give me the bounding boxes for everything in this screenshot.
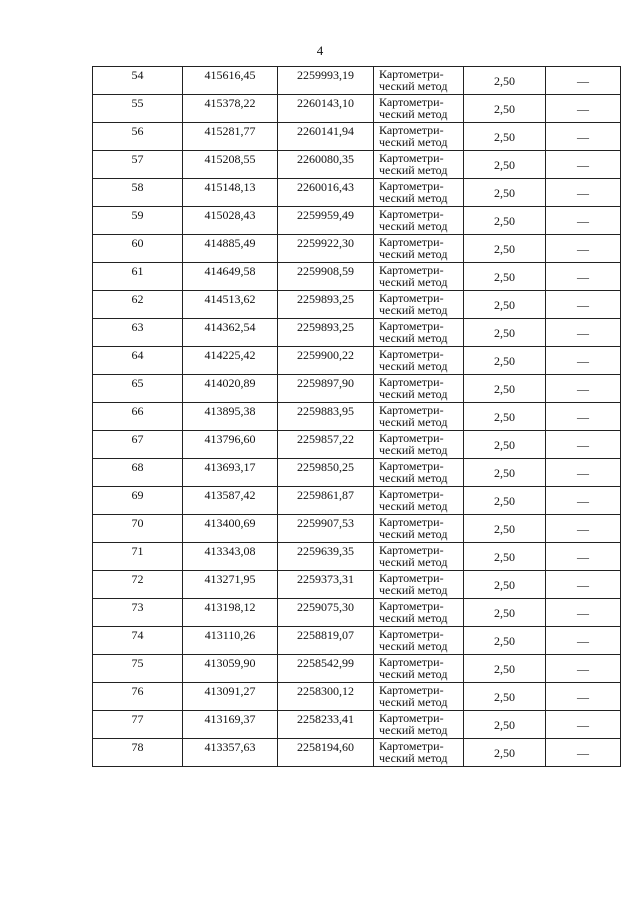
method-line-1: Картометри- — [379, 123, 444, 137]
coordinate-y-cell: 2260016,43 — [278, 179, 374, 207]
table-row — [93, 711, 621, 739]
accuracy-cell: 2,50 — [464, 291, 546, 319]
point-number-cell: 72 — [93, 571, 183, 599]
accuracy-cell: 2,50 — [464, 739, 546, 767]
method-cell — [374, 67, 464, 95]
note-cell: — — [546, 95, 621, 123]
method-line-2: ческий метод — [379, 695, 448, 709]
method-line-1: Картометри- — [379, 431, 444, 445]
method-line-2: ческий метод — [379, 415, 448, 429]
note-cell: — — [546, 67, 621, 95]
coordinate-y-cell: 2259907,53 — [278, 515, 374, 543]
accuracy-cell: 2,50 — [464, 179, 546, 207]
table-row — [93, 459, 621, 487]
coordinate-x-cell: 414885,49 — [183, 235, 278, 263]
method-line-1: Картометри- — [379, 319, 444, 333]
method-line-1: Картометри- — [379, 347, 444, 361]
note-cell: — — [546, 739, 621, 767]
method-line-2: ческий метод — [379, 611, 448, 625]
coordinate-y-cell: 2258819,07 — [278, 627, 374, 655]
method-cell — [374, 95, 464, 123]
accuracy-cell: 2,50 — [464, 487, 546, 515]
coordinate-y-cell: 2259639,35 — [278, 543, 374, 571]
accuracy-cell: 2,50 — [464, 67, 546, 95]
method-cell — [374, 431, 464, 459]
coordinate-x-cell: 413198,12 — [183, 599, 278, 627]
coordinate-y-cell: 2260141,94 — [278, 123, 374, 151]
coordinate-x-cell: 413169,37 — [183, 711, 278, 739]
table-row — [93, 599, 621, 627]
note-cell: — — [546, 235, 621, 263]
point-number-cell: 61 — [93, 263, 183, 291]
point-number-cell: 69 — [93, 487, 183, 515]
page-number: 4 — [316, 43, 324, 58]
coordinate-y-cell: 2258300,12 — [278, 683, 374, 711]
method-line-1: Картометри- — [379, 571, 444, 585]
coordinate-x-cell: 415281,77 — [183, 123, 278, 151]
note-cell: — — [546, 151, 621, 179]
note-cell: — — [546, 319, 621, 347]
note-cell: — — [546, 711, 621, 739]
method-line-1: Картометри- — [379, 487, 444, 501]
coordinate-x-cell: 415028,43 — [183, 207, 278, 235]
point-number-cell: 58 — [93, 179, 183, 207]
table-row — [93, 487, 621, 515]
coordinate-y-cell: 2258233,41 — [278, 711, 374, 739]
coordinate-y-cell: 2259900,22 — [278, 347, 374, 375]
method-cell — [374, 319, 464, 347]
point-number-cell: 57 — [93, 151, 183, 179]
table-row — [93, 515, 621, 543]
table-row — [93, 655, 621, 683]
method-line-2: ческий метод — [379, 135, 448, 149]
coordinate-x-cell: 413796,60 — [183, 431, 278, 459]
method-cell — [374, 711, 464, 739]
method-cell — [374, 683, 464, 711]
method-line-2: ческий метод — [379, 303, 448, 317]
method-cell — [374, 599, 464, 627]
method-line-1: Картометри- — [379, 67, 444, 81]
point-number-cell: 66 — [93, 403, 183, 431]
coordinate-y-cell: 2258194,60 — [278, 739, 374, 767]
method-cell — [374, 571, 464, 599]
table-row — [93, 319, 621, 347]
point-number-cell: 64 — [93, 347, 183, 375]
table-row — [93, 627, 621, 655]
method-line-2: ческий метод — [379, 639, 448, 653]
method-line-2: ческий метод — [379, 667, 448, 681]
coordinate-x-cell: 415378,22 — [183, 95, 278, 123]
point-number-cell: 70 — [93, 515, 183, 543]
point-number-cell: 71 — [93, 543, 183, 571]
note-cell: — — [546, 403, 621, 431]
point-number-cell: 75 — [93, 655, 183, 683]
table-row — [93, 543, 621, 571]
accuracy-cell: 2,50 — [464, 151, 546, 179]
method-cell — [374, 179, 464, 207]
method-cell — [374, 487, 464, 515]
method-line-2: ческий метод — [379, 79, 448, 93]
coordinate-y-cell: 2259883,95 — [278, 403, 374, 431]
method-cell — [374, 515, 464, 543]
method-line-2: ческий метод — [379, 275, 448, 289]
note-cell: — — [546, 263, 621, 291]
note-cell: — — [546, 207, 621, 235]
point-number-cell: 59 — [93, 207, 183, 235]
table-row — [93, 179, 621, 207]
coordinate-y-cell: 2259373,31 — [278, 571, 374, 599]
coordinate-y-cell: 2259893,25 — [278, 291, 374, 319]
table-row — [93, 235, 621, 263]
method-cell — [374, 459, 464, 487]
note-cell: — — [546, 571, 621, 599]
method-line-2: ческий метод — [379, 359, 448, 373]
method-line-1: Картометри- — [379, 543, 444, 557]
accuracy-cell: 2,50 — [464, 375, 546, 403]
table-row — [93, 263, 621, 291]
table-row — [93, 403, 621, 431]
method-line-2: ческий метод — [379, 583, 448, 597]
method-line-2: ческий метод — [379, 499, 448, 513]
table-row — [93, 151, 621, 179]
table-row — [93, 375, 621, 403]
table-row — [93, 347, 621, 375]
method-line-2: ческий метод — [379, 191, 448, 205]
point-number-cell: 55 — [93, 95, 183, 123]
coordinate-y-cell: 2259993,19 — [278, 67, 374, 95]
table-row — [93, 683, 621, 711]
method-line-2: ческий метод — [379, 219, 448, 233]
table-row — [93, 571, 621, 599]
note-cell: — — [546, 655, 621, 683]
method-line-1: Картометри- — [379, 263, 444, 277]
accuracy-cell: 2,50 — [464, 515, 546, 543]
method-line-1: Картометри- — [379, 627, 444, 641]
method-line-2: ческий метод — [379, 527, 448, 541]
method-cell — [374, 543, 464, 571]
accuracy-cell: 2,50 — [464, 95, 546, 123]
table-row — [93, 123, 621, 151]
accuracy-cell: 2,50 — [464, 655, 546, 683]
point-number-cell: 74 — [93, 627, 183, 655]
method-line-2: ческий метод — [379, 107, 448, 121]
method-line-1: Картометри- — [379, 235, 444, 249]
method-line-2: ческий метод — [379, 331, 448, 345]
point-number-cell: 77 — [93, 711, 183, 739]
method-line-1: Картометри- — [379, 179, 444, 193]
coordinate-x-cell: 413110,26 — [183, 627, 278, 655]
table-row — [93, 207, 621, 235]
accuracy-cell: 2,50 — [464, 571, 546, 599]
coordinate-x-cell: 413271,95 — [183, 571, 278, 599]
note-cell: — — [546, 599, 621, 627]
coordinate-x-cell: 414225,42 — [183, 347, 278, 375]
coordinate-y-cell: 2259922,30 — [278, 235, 374, 263]
coordinate-y-cell: 2259897,90 — [278, 375, 374, 403]
note-cell: — — [546, 543, 621, 571]
method-line-2: ческий метод — [379, 751, 448, 765]
method-line-1: Картометри- — [379, 95, 444, 109]
coordinate-y-cell: 2259959,49 — [278, 207, 374, 235]
accuracy-cell: 2,50 — [464, 347, 546, 375]
coordinate-x-cell: 413693,17 — [183, 459, 278, 487]
method-line-1: Картометри- — [379, 459, 444, 473]
method-line-1: Картометри- — [379, 151, 444, 165]
method-line-2: ческий метод — [379, 723, 448, 737]
accuracy-cell: 2,50 — [464, 123, 546, 151]
method-line-1: Картометри- — [379, 403, 444, 417]
point-number-cell: 76 — [93, 683, 183, 711]
method-line-2: ческий метод — [379, 443, 448, 457]
note-cell: — — [546, 123, 621, 151]
point-number-cell: 68 — [93, 459, 183, 487]
coordinate-x-cell: 413400,69 — [183, 515, 278, 543]
note-cell: — — [546, 375, 621, 403]
coordinate-y-cell: 2259850,25 — [278, 459, 374, 487]
coordinate-x-cell: 415616,45 — [183, 67, 278, 95]
coordinate-x-cell: 414513,62 — [183, 291, 278, 319]
method-cell — [374, 123, 464, 151]
note-cell: — — [546, 487, 621, 515]
point-number-cell: 78 — [93, 739, 183, 767]
coordinate-y-cell: 2260143,10 — [278, 95, 374, 123]
method-line-2: ческий метод — [379, 387, 448, 401]
table-row — [93, 95, 621, 123]
method-line-1: Картометри- — [379, 739, 444, 753]
coordinate-x-cell: 415148,13 — [183, 179, 278, 207]
method-cell — [374, 655, 464, 683]
coordinate-y-cell: 2259857,22 — [278, 431, 374, 459]
method-line-1: Картометри- — [379, 599, 444, 613]
accuracy-cell: 2,50 — [464, 599, 546, 627]
accuracy-cell: 2,50 — [464, 235, 546, 263]
point-number-cell: 56 — [93, 123, 183, 151]
accuracy-cell: 2,50 — [464, 543, 546, 571]
note-cell: — — [546, 179, 621, 207]
note-cell: — — [546, 347, 621, 375]
method-cell — [374, 291, 464, 319]
coordinate-y-cell: 2259075,30 — [278, 599, 374, 627]
method-line-2: ческий метод — [379, 555, 448, 569]
table-row — [93, 739, 621, 767]
note-cell: — — [546, 515, 621, 543]
method-line-1: Картометри- — [379, 375, 444, 389]
method-cell — [374, 627, 464, 655]
note-cell: — — [546, 683, 621, 711]
note-cell: — — [546, 431, 621, 459]
coordinate-x-cell: 413587,42 — [183, 487, 278, 515]
method-cell — [374, 207, 464, 235]
table-row — [93, 291, 621, 319]
table-row — [93, 431, 621, 459]
point-number-cell: 67 — [93, 431, 183, 459]
accuracy-cell: 2,50 — [464, 627, 546, 655]
coordinate-x-cell: 414649,58 — [183, 263, 278, 291]
accuracy-cell: 2,50 — [464, 459, 546, 487]
coordinate-x-cell: 413091,27 — [183, 683, 278, 711]
accuracy-cell: 2,50 — [464, 683, 546, 711]
method-line-2: ческий метод — [379, 471, 448, 485]
coordinate-x-cell: 414362,54 — [183, 319, 278, 347]
coordinate-x-cell: 413357,63 — [183, 739, 278, 767]
method-line-1: Картометри- — [379, 711, 444, 725]
method-line-1: Картометри- — [379, 291, 444, 305]
point-number-cell: 60 — [93, 235, 183, 263]
coordinate-x-cell: 413059,90 — [183, 655, 278, 683]
coordinate-x-cell: 414020,89 — [183, 375, 278, 403]
accuracy-cell: 2,50 — [464, 403, 546, 431]
method-cell — [374, 347, 464, 375]
coordinate-y-cell: 2259893,25 — [278, 319, 374, 347]
point-number-cell: 63 — [93, 319, 183, 347]
note-cell: — — [546, 627, 621, 655]
method-cell — [374, 739, 464, 767]
method-cell — [374, 403, 464, 431]
point-number-cell: 54 — [93, 67, 183, 95]
coordinate-y-cell: 2259861,87 — [278, 487, 374, 515]
method-cell — [374, 375, 464, 403]
accuracy-cell: 2,50 — [464, 319, 546, 347]
coordinates-table-body — [93, 67, 621, 767]
point-number-cell: 73 — [93, 599, 183, 627]
method-cell — [374, 235, 464, 263]
accuracy-cell: 2,50 — [464, 711, 546, 739]
coordinate-y-cell: 2259908,59 — [278, 263, 374, 291]
coordinate-x-cell: 415208,55 — [183, 151, 278, 179]
coordinate-y-cell: 2260080,35 — [278, 151, 374, 179]
coordinate-x-cell: 413343,08 — [183, 543, 278, 571]
method-line-2: ческий метод — [379, 163, 448, 177]
point-number-cell: 62 — [93, 291, 183, 319]
method-line-1: Картометри- — [379, 683, 444, 697]
note-cell: — — [546, 291, 621, 319]
coordinate-y-cell: 2258542,99 — [278, 655, 374, 683]
note-cell: — — [546, 459, 621, 487]
accuracy-cell: 2,50 — [464, 431, 546, 459]
method-line-1: Картометри- — [379, 655, 444, 669]
method-line-1: Картометри- — [379, 515, 444, 529]
coordinates-table — [92, 66, 621, 767]
accuracy-cell: 2,50 — [464, 207, 546, 235]
accuracy-cell: 2,50 — [464, 263, 546, 291]
method-line-1: Картометри- — [379, 207, 444, 221]
table-row — [93, 67, 621, 95]
coordinate-x-cell: 413895,38 — [183, 403, 278, 431]
method-line-2: ческий метод — [379, 247, 448, 261]
method-cell — [374, 263, 464, 291]
point-number-cell: 65 — [93, 375, 183, 403]
method-cell — [374, 151, 464, 179]
